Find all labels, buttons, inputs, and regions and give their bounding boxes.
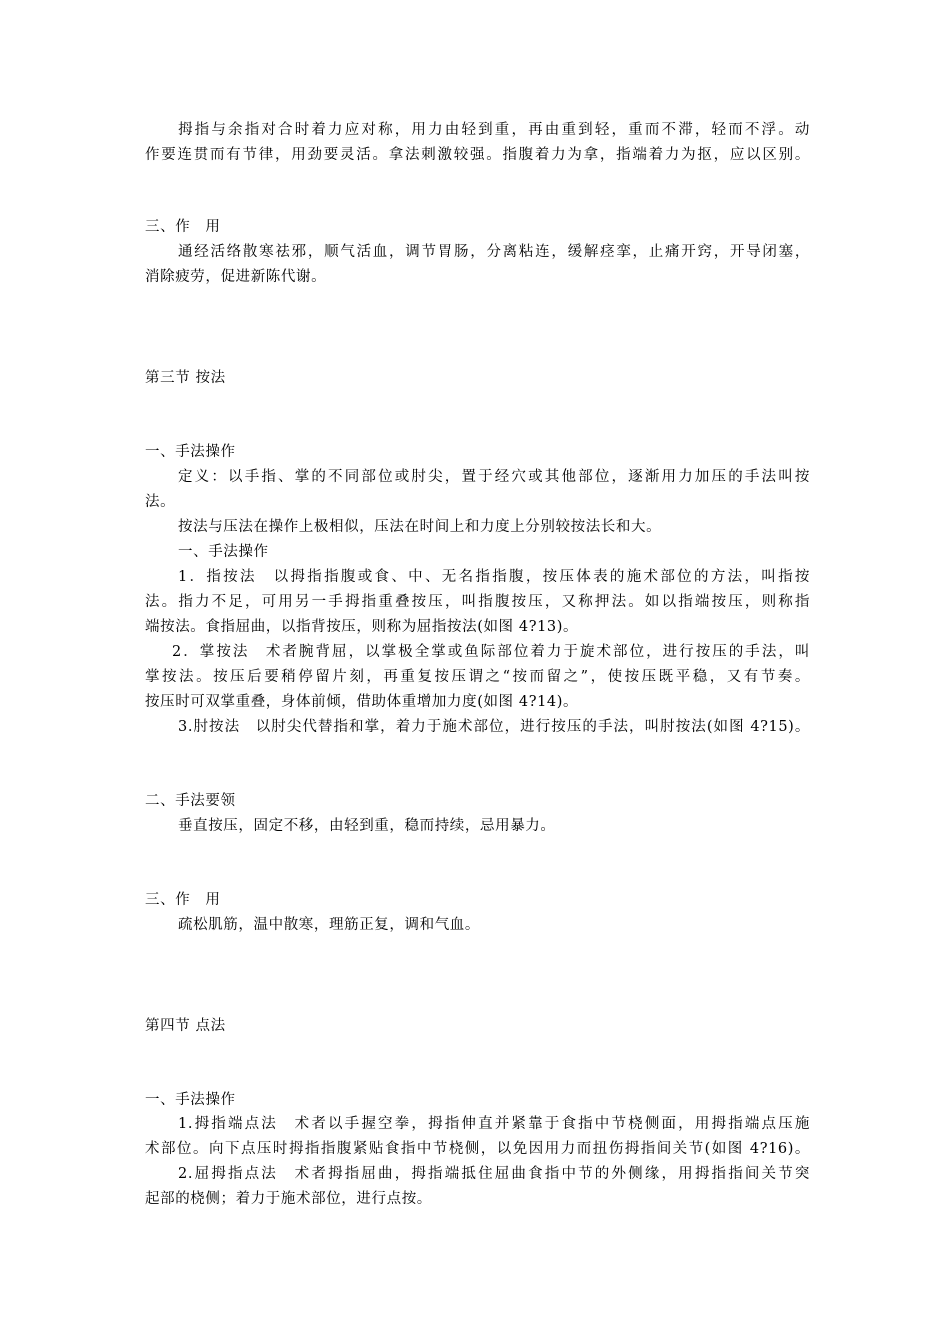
paragraph-line: 拇指与余指对合时着力应对称，用力由轻到重，再由重到轻，重而不滞，轻而不浮。动	[178, 122, 810, 138]
paragraph-line: 术部位。向下点压时拇指指腹紧贴食指中节桡侧，以免因用力而扭伤拇指间关节(如图 4?16)。	[145, 1141, 810, 1157]
paragraph-line: 2．掌按法 术者腕背屈，以掌极全掌或鱼际部位着力于旋术部位，进行按压的手法，叫	[172, 644, 810, 660]
paragraph-line: 3.肘按法 以肘尖代替指和掌，着力于施术部位，进行按压的手法，叫肘按法(如图 4?15)。	[178, 719, 810, 735]
paragraph-line: 按压时可双掌重叠，身体前倾，借助体重增加力度(如图 4?14)。	[145, 694, 579, 710]
paragraph-line: 法。	[145, 494, 176, 510]
section-heading: 三、作 用	[145, 219, 221, 235]
paragraph-line: 消除疲劳，促进新陈代谢。	[145, 269, 327, 285]
section-heading: 二、手法要领	[145, 793, 236, 809]
section-heading: 一、手法操作	[145, 1092, 236, 1108]
paragraph-line: 通经活络散寒祛邪，顺气活血，调节胃肠，分离粘连，缓解痉挛，止痛开窍，开导闭塞，	[178, 244, 810, 260]
paragraph-line: 1.拇指端点法 术者以手握空拳，拇指伸直并紧靠于食指中节桡侧面，用拇指端点压施	[178, 1116, 810, 1132]
paragraph-line: 法。指力不足，可用另一手拇指重叠按压，叫指腹按压，又称押法。如以指端按压，则称指	[145, 594, 810, 610]
paragraph-line: 作要连贯而有节律，用劲要灵活。拿法刺激较强。指腹着力为拿，指端着力为抠，应以区别。	[145, 147, 810, 163]
paragraph-line: 按法与压法在操作上极相似，压法在时间上和力度上分别较按法长和大。	[178, 519, 662, 535]
paragraph-line: 起部的桡侧；着力于施术部位，进行点按。	[145, 1191, 432, 1207]
paragraph-line: 端按法。食指屈曲，以指背按压，则称为屈指按法(如图 4?13)。	[145, 619, 579, 635]
paragraph-line: 定义：以手指、掌的不同部位或肘尖，置于经穴或其他部位，逐渐用力加压的手法叫按	[178, 469, 810, 485]
chapter-section-title: 第四节 点法	[145, 1018, 226, 1034]
paragraph-line: 垂直按压，固定不移，由轻到重，稳而持续，忌用暴力。	[178, 818, 556, 834]
section-heading: 一、手法操作	[145, 444, 236, 460]
paragraph-line: 1．指按法 以拇指指腹或食、中、无名指指腹，按压体表的施术部位的方法，叫指按	[178, 569, 810, 585]
paragraph-line: 2.屈拇指点法 术者拇指屈曲，拇指端抵住屈曲食指中节的外侧缘，用拇指指间关节突	[178, 1166, 810, 1182]
sub-heading: 一、手法操作	[178, 544, 269, 560]
paragraph-line: 掌按法。按压后要稍停留片刻，再重复按压谓之“按而留之”，使按压既平稳，又有节奏。	[145, 669, 810, 685]
section-heading: 三、作 用	[145, 892, 221, 908]
chapter-section-title: 第三节 按法	[145, 370, 226, 386]
paragraph-line: 疏松肌筋，温中散寒，理筋正复，调和气血。	[178, 917, 480, 933]
